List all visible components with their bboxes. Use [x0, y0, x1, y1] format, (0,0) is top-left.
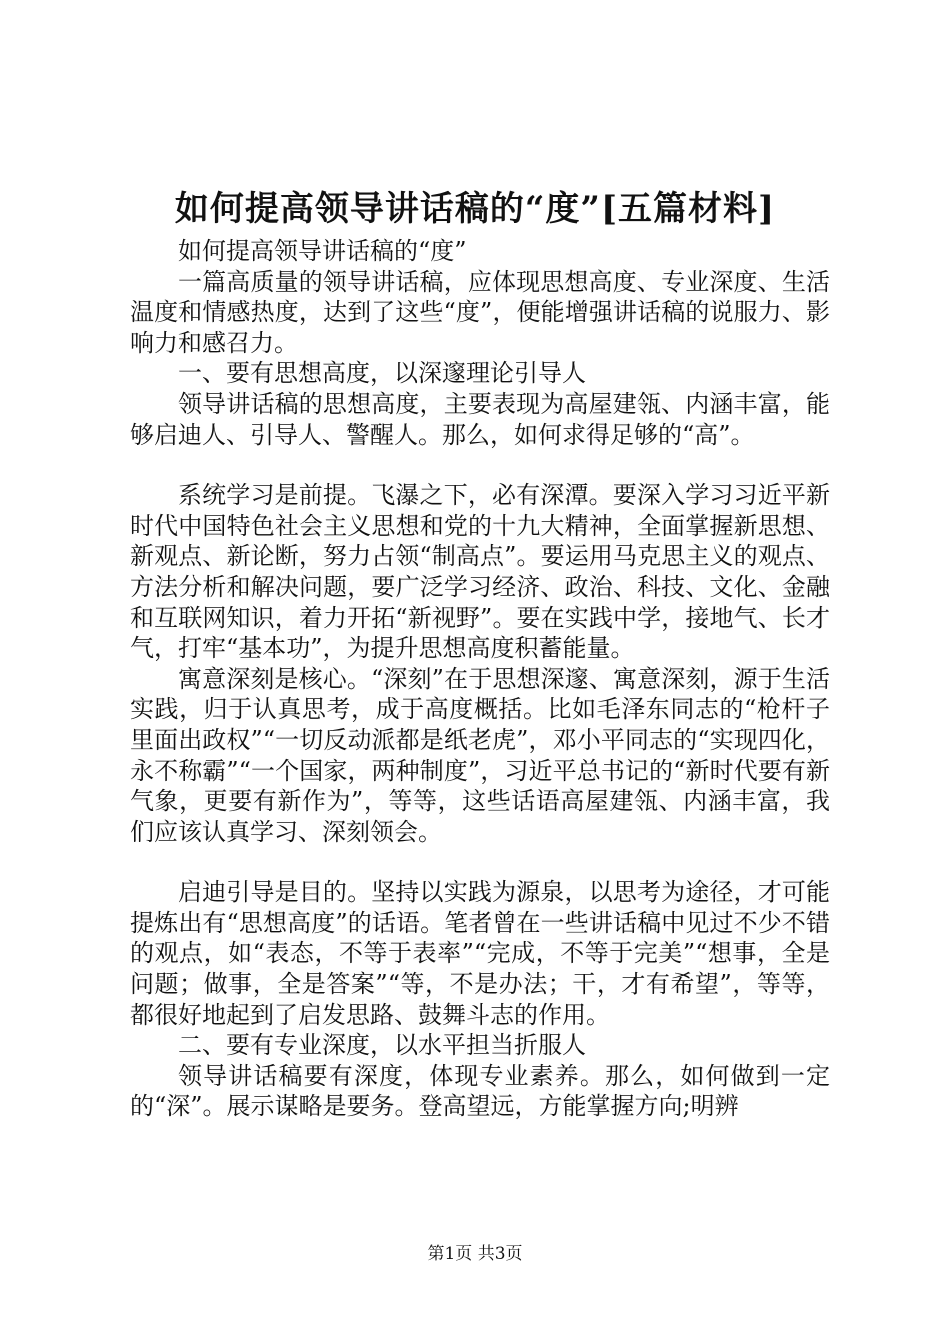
section-heading-2: 二、要有专业深度，以水平担当折服人 [178, 1031, 586, 1060]
paragraph: 启迪引导是目的。坚持以实践为源泉，以思考为途径，才可能提炼出有“思想高度”的话语。笔者曾在一些讲话稿中见过不少不错的观点，如“表态，不等于表率”“完成，不等于完美”“想事，全是问题；做事，全是答案”“等，不是办法；干，才有希望”，等等，都很好地起到了启发思路、鼓舞斗志的作用。 [130, 878, 830, 1029]
document-title: 如何提高领导讲话稿的“度”[五篇材料] [174, 189, 776, 229]
paragraph: 系统学习是前提。飞瀑之下，必有深潭。要深入学习习近平新时代中国特色社会主义思想和党的十九大精神，全面掌握新思想、新观点、新论断，努力占领“制高点”。要运用马克思主义的观点、方法分析和解决问题，要广泛学习经济、政治、科技、文化、金融和互联网知识，着力开拓“新视野”。要在实践中学，接地气、长才气，打牢“基本功”，为提升思想高度积蓄能量。 [130, 481, 830, 663]
paragraph-intro: 一篇高质量的领导讲话稿，应体现思想高度、专业深度、生活温度和情感热度，达到了这些“度”，便能增强讲话稿的说服力、影响力和感召力。 [130, 267, 830, 357]
paragraph: 领导讲话稿的思想高度，主要表现为高屋建瓴、内涵丰富，能够启迪人、引导人、警醒人。那么，如何求得足够的“高”。 [130, 389, 830, 449]
section-heading-1: 一、要有思想高度，以深邃理论引导人 [178, 359, 586, 388]
paragraph-subtitle: 如何提高领导讲话稿的“度” [178, 237, 467, 265]
paragraph: 领导讲话稿要有深度，体现专业素养。那么，如何做到一定的“深”。展示谋略是要务。登高望远，方能掌握方向;明辨 [130, 1061, 830, 1121]
paragraph: 寓意深刻是核心。“深刻”在于思想深邃、寓意深刻，源于生活实践，归于认真思考，成于高度概括。比如毛泽东同志的“枪杆子里面出政权”“一切反动派都是纸老虎”，邓小平同志的“实现四化，永不称霸”“一个国家，两种制度”，习近平总书记的“新时代要有新气象，更要有新作为”，等等，这些话语高屋建瓴、内涵丰富，我们应该认真学习、深刻领会。 [130, 664, 830, 846]
document-body [130, 236, 830, 1122]
page-number-footer: 第1页 共3页 [427, 1244, 523, 1264]
